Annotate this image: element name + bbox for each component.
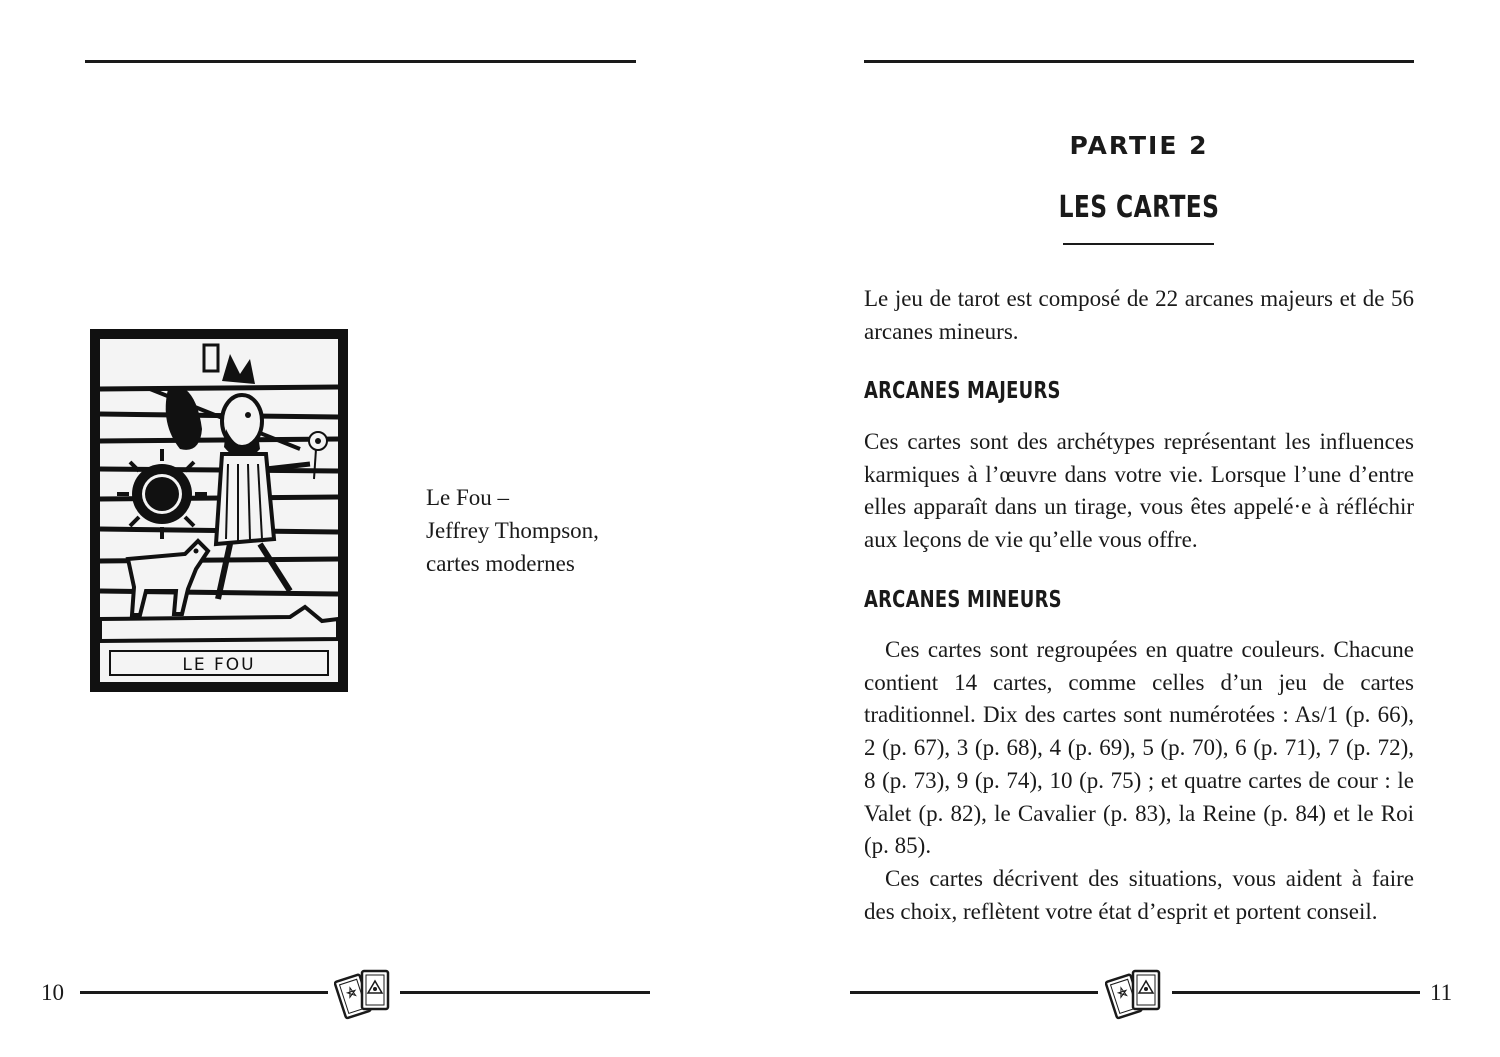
caption-line-3: cartes modernes bbox=[426, 551, 575, 576]
paragraph-arcanes-mineurs-1: Ces cartes sont regroupées en quatre couleurs. Chacune contient 14 cartes, comme celles d’un jeu de cartes traditionnel. Dix des cartes sont numérotées : As/1 (p. 66), 2 (p. 67), 3 (p. 68), 4 (p. 69), 5 (p. 70), 6 (p. 71), 7 (p. 72), 8 (p. 73), 9 (p. 74), 10 (p. 75) ; et quatre cartes de cour : le Valet (p. 82), le Cavalier (p. 83), la Reine (p. 84) et le Roi (p. 85). bbox=[864, 637, 1414, 859]
page-number-right: 11 bbox=[1430, 980, 1453, 1005]
left-top-rule bbox=[85, 60, 636, 63]
card-label: LE FOU bbox=[182, 655, 256, 675]
page-number-left: 10 bbox=[41, 980, 64, 1005]
left-footer-rule-2 bbox=[400, 991, 650, 994]
right-footer-rule-1 bbox=[850, 991, 1098, 994]
right-top-rule bbox=[864, 60, 1414, 63]
card-caption bbox=[426, 481, 599, 580]
caption-line-2: Jeffrey Thompson, bbox=[426, 518, 599, 543]
tarot-cards-icon bbox=[1105, 965, 1165, 1021]
le-fou-illustration bbox=[90, 329, 348, 692]
part-label: PARTIE 2 bbox=[1069, 131, 1209, 160]
heading-arcanes-mineurs: ARCANES MINEURS bbox=[864, 587, 1062, 613]
page-title: LES CARTES bbox=[1058, 190, 1220, 225]
left-footer-rule-1 bbox=[80, 991, 328, 994]
caption-line-1: Le Fou – bbox=[426, 485, 510, 510]
paragraph-arcanes-majeurs: Ces cartes sont des archétypes représentant les influences karmiques à l’œuvre dans votre vie. Lorsque l’une d’entre elles apparaît dans un tirage, vous êtes appelé·e à réfléchir aux leçons de vie qu’elle vous offre. bbox=[864, 429, 1414, 553]
title-underline bbox=[1063, 243, 1214, 245]
paragraph-arcanes-mineurs-2: Ces cartes décrivent des situations, vous aident à faire des choix, reflètent votre état d’esprit et portent conseil. bbox=[864, 866, 1414, 924]
heading-arcanes-majeurs: ARCANES MAJEURS bbox=[864, 378, 1061, 404]
tarot-card-le-fou bbox=[90, 329, 348, 692]
intro-paragraph: Le jeu de tarot est composé de 22 arcanes majeurs et de 56 arcanes mineurs. bbox=[864, 286, 1414, 344]
right-footer-rule-2 bbox=[1172, 991, 1420, 994]
tarot-cards-icon bbox=[334, 965, 394, 1021]
